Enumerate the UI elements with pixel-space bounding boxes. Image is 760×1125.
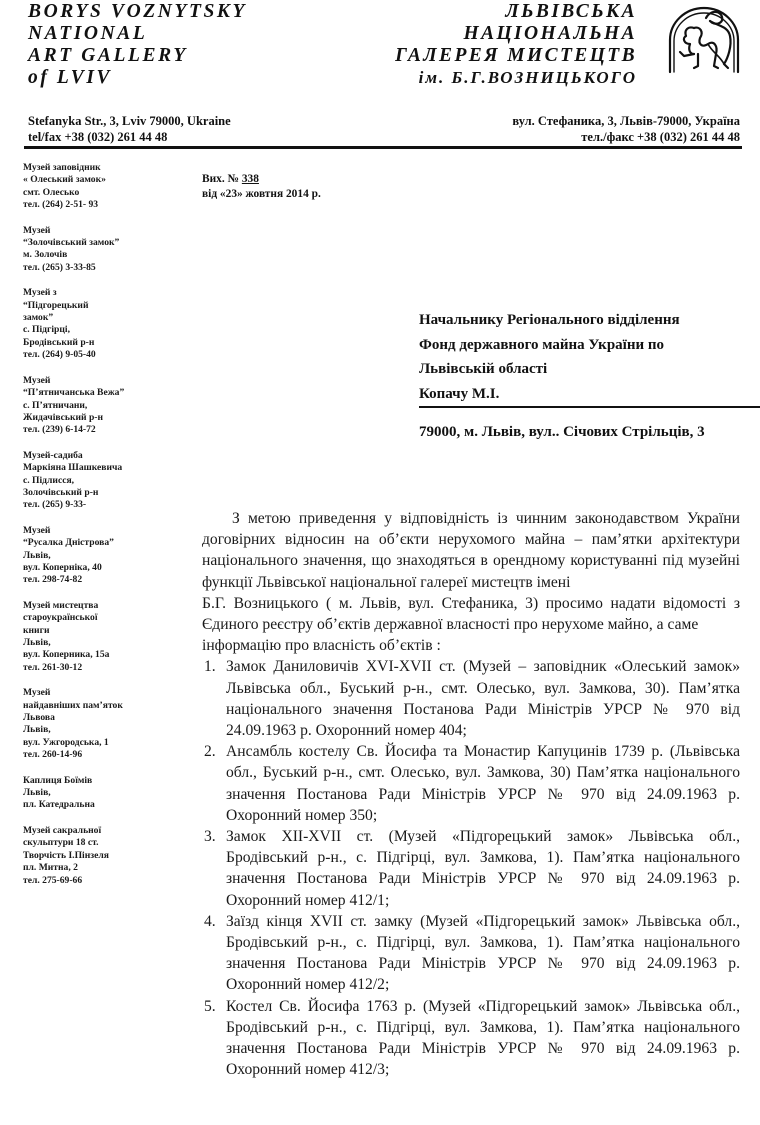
letter-body: [202, 508, 740, 1080]
branch-museum-entry: [23, 162, 173, 212]
branch-line: Львів,: [23, 637, 51, 648]
object-number: 1.: [204, 658, 216, 676]
object-text: Ансамбль костелу Св. Йосифа та Монастир Капуцинів 1739 р. (Львівська обл., Буський р-н., смт. Олесько, вул. Замкова, 30) Пам’ятка національного значення Постанова Ради Міністрів УРСР № 970 від 24.09.1963 р. Охоронний номер 350;: [226, 743, 740, 824]
phone-en: tel/fax +38 (032) 261 44 48: [28, 130, 168, 144]
object-number: 4.: [204, 912, 216, 930]
branch-museum-entry: [23, 287, 173, 361]
gallery-name-ukrainian: [395, 1, 637, 89]
branch-line: Львів,: [23, 787, 51, 799]
body-paragraph-continuation: Б.Г. Возницького ( м. Львів, вул. Стефаника, 3) просимо надати відомості з Єдиного реєстру об’єктів державної власності про нерухоме майно, а саме: [202, 594, 740, 634]
branch-line: Музей мистецтва: [23, 599, 99, 611]
outgoing-number: 338: [241, 173, 259, 185]
branch-line: тел. (265) 9-33-: [23, 499, 87, 511]
object-item: [204, 826, 740, 911]
gallery-name-en-line: of LVIV: [28, 67, 113, 88]
branch-line: Золочівський р-н: [23, 486, 99, 498]
branch-line: скульптури 18 ст.: [23, 837, 99, 849]
branch-line: Музей з: [23, 287, 57, 299]
object-number: 2.: [204, 743, 216, 761]
branch-line: Каплиця Боїмів: [23, 774, 93, 786]
body-paragraph-end: інформацію про власність об’єктів :: [202, 637, 441, 655]
branch-museum-entry: [23, 775, 173, 812]
addressee-address: 79000, м. Львів, вул.. Січових Стрільців, 3: [419, 424, 705, 440]
branch-line: Музей: [23, 224, 51, 236]
branch-line: тел. 260-14-96: [23, 749, 83, 761]
branch-line: Музей: [23, 374, 51, 386]
street-address-en: Stefanyka Str., 3, Lviv 79000, Ukraine: [28, 114, 231, 128]
branch-museum-entry: [23, 450, 173, 512]
outgoing-prefix: Вих. №: [202, 173, 239, 185]
branch-line: Львів,: [23, 549, 51, 561]
branch-line: Музей: [23, 687, 51, 699]
object-text: Замок Даниловичів XVI-XVII ст. (Музей – заповідник «Олеський замок» Львівська обл., Буський р-н., смт. Олесько, вул. Замкова, 30). Пам’ятка національного значення Постанова Ради Міністрів УРСР № 970 від 24.09.1963 р. Охоронний номер 404;: [226, 658, 740, 740]
gallery-name-ua-line: ім. Б.Г.ВОЗНИЦЬКОГО: [418, 68, 637, 87]
branch-line: тел. (239) 6-14-72: [23, 424, 96, 436]
branch-line: “Русалка Дністрова”: [23, 537, 114, 549]
branch-line: Творчість І.Пінзеля: [23, 849, 109, 861]
branch-museum-entry: [23, 375, 173, 437]
branch-line: Бродівський р-н: [23, 336, 95, 348]
gallery-name-ua-line: ГАЛЕРЕЯ МИСТЕЦТВ: [395, 45, 637, 66]
branch-line: найдавніших пам’яток: [23, 699, 123, 711]
gallery-name-english: [28, 1, 247, 89]
object-number: 3.: [204, 828, 216, 846]
branch-museum-entry: [23, 225, 173, 275]
branch-line: с. Підгірці,: [23, 324, 70, 336]
branch-line: пл. Катедральна: [23, 799, 95, 811]
addressee-block: [419, 308, 760, 408]
branch-line: « Олеський замок»: [23, 174, 106, 186]
object-item: [204, 656, 740, 741]
addressee-name: Копачу М.І.: [419, 382, 760, 409]
branch-line: “Золочівський замок”: [23, 237, 120, 249]
branch-line: вул. Ужгородська, 1: [23, 736, 109, 748]
branch-line: с. П’ятничани,: [23, 399, 88, 411]
branch-line: Жидачівський р-н: [23, 411, 104, 423]
addressee-line: Львівській області: [419, 361, 548, 377]
branch-line: тел. (265) 3-33-85: [23, 261, 96, 273]
branch-line: тел. 261-30-12: [23, 661, 83, 673]
branch-line: с. Підлисся,: [23, 474, 75, 486]
branch-line: Музей-садиба: [23, 449, 83, 461]
phone-ua: тел./факс +38 (032) 261 44 48: [581, 130, 740, 144]
outgoing-reference: [202, 172, 321, 201]
body-paragraph: З метою приведення у відповідність із чинним законодавством України договірних відносин на об’єкти нерухомого майна – пам’ятки архітектури національного значення, що знаходяться в орендному користуванні під музейні функції Львівської національної галереї мистецтв імені: [202, 510, 740, 591]
object-number: 5.: [204, 997, 216, 1015]
branch-line: Львів,: [23, 724, 51, 736]
gallery-name-en-line: ART GALLERY: [28, 45, 188, 66]
branch-museum-entry: [23, 600, 173, 674]
addressee-line: Фонд державного майна України по: [419, 336, 665, 353]
branch-museum-entry: [23, 525, 173, 587]
lion-emblem-icon: [664, 4, 744, 74]
branch-line: Музей сакральної: [23, 824, 102, 836]
branch-museum-entry: [23, 687, 173, 761]
branch-line: м. Золочів: [23, 249, 68, 261]
branch-line: книги: [23, 624, 50, 636]
branch-line: тел. 298-74-82: [23, 574, 83, 586]
branch-museum-entry: [23, 825, 173, 887]
gallery-name-en-line: NATIONAL: [28, 23, 148, 44]
branch-line: тел. (264) 9-05-40: [23, 349, 96, 361]
objects-list: [204, 656, 740, 1080]
branch-line: смт. Олесько: [23, 186, 80, 198]
branch-line: вул. Коперніка, 40: [23, 561, 102, 573]
object-text: Замок XII-XVII ст. (Музей «Підгорецький замок» Львівська обл., Бродівський р-н., с. Підгірці, вул. Замкова, 1). Пам’ятка національного значення Постанова Ради Міністрів УРСР № 970 від 24.09.1963 р. Охоронний номер 412/1;: [226, 828, 740, 909]
branch-line: Музей заповідник: [23, 162, 101, 173]
branch-line: тел. (264) 2-51- 93: [23, 199, 99, 211]
object-text: Заїзд кінця XVII ст. замку (Музей «Підгорецький замок» Львівська обл., Бродівський р-н., с. Підгірці, вул. Замкова, 1). Пам’ятка національного значення Постанова Ради Міністрів УРСР № 970 від 24.09.1963 р. Охоронний номер 412/2;: [226, 912, 740, 994]
branch-line: пл. Митна, 2: [23, 862, 78, 874]
street-address-ua: вул. Стефаника, 3, Львів-79000, Україна: [512, 114, 740, 128]
object-item: [204, 996, 740, 1081]
letterhead-divider: [24, 146, 742, 149]
outgoing-date: від «23» жовтня 2014 р.: [202, 187, 321, 200]
gallery-name-ua-line: ЛЬВІВСЬКА: [505, 1, 637, 22]
object-text: Костел Св. Йосифа 1763 р. (Музей «Підгорецький замок» Львівська обл., Бродівський р-н., с. Підгірці, вул. Замкова, 1). Пам’ятка національного значення Постанова Ради Міністрів УРСР № 970 від 24.09.1963 р. Охоронний номер 412/3;: [226, 997, 740, 1079]
object-item: [204, 741, 740, 826]
object-item: [204, 911, 740, 996]
branch-line: Львова: [23, 712, 55, 724]
branch-line: Музей: [23, 524, 51, 536]
branch-line: “П’ятничанська Вежа”: [23, 387, 125, 399]
branch-line: тел. 275-69-66: [23, 874, 83, 886]
branch-line: замок”: [23, 312, 54, 324]
branch-museums-sidebar: [23, 162, 173, 900]
address-ukrainian: [512, 113, 740, 145]
gallery-name-ua-line: НАЦІОНАЛЬНА: [463, 23, 637, 44]
addressee-line: Начальнику Регіонального відділення: [419, 312, 680, 328]
branch-line: “Підгорецький: [23, 299, 89, 311]
branch-line: вул. Коперника, 15а: [23, 649, 110, 661]
branch-line: Маркіяна Шашкевича: [23, 462, 123, 474]
address-english: [28, 113, 231, 145]
branch-line: староукраїнської: [23, 612, 98, 624]
gallery-name-en-line: BORYS VOZNYTSKY: [28, 1, 248, 22]
